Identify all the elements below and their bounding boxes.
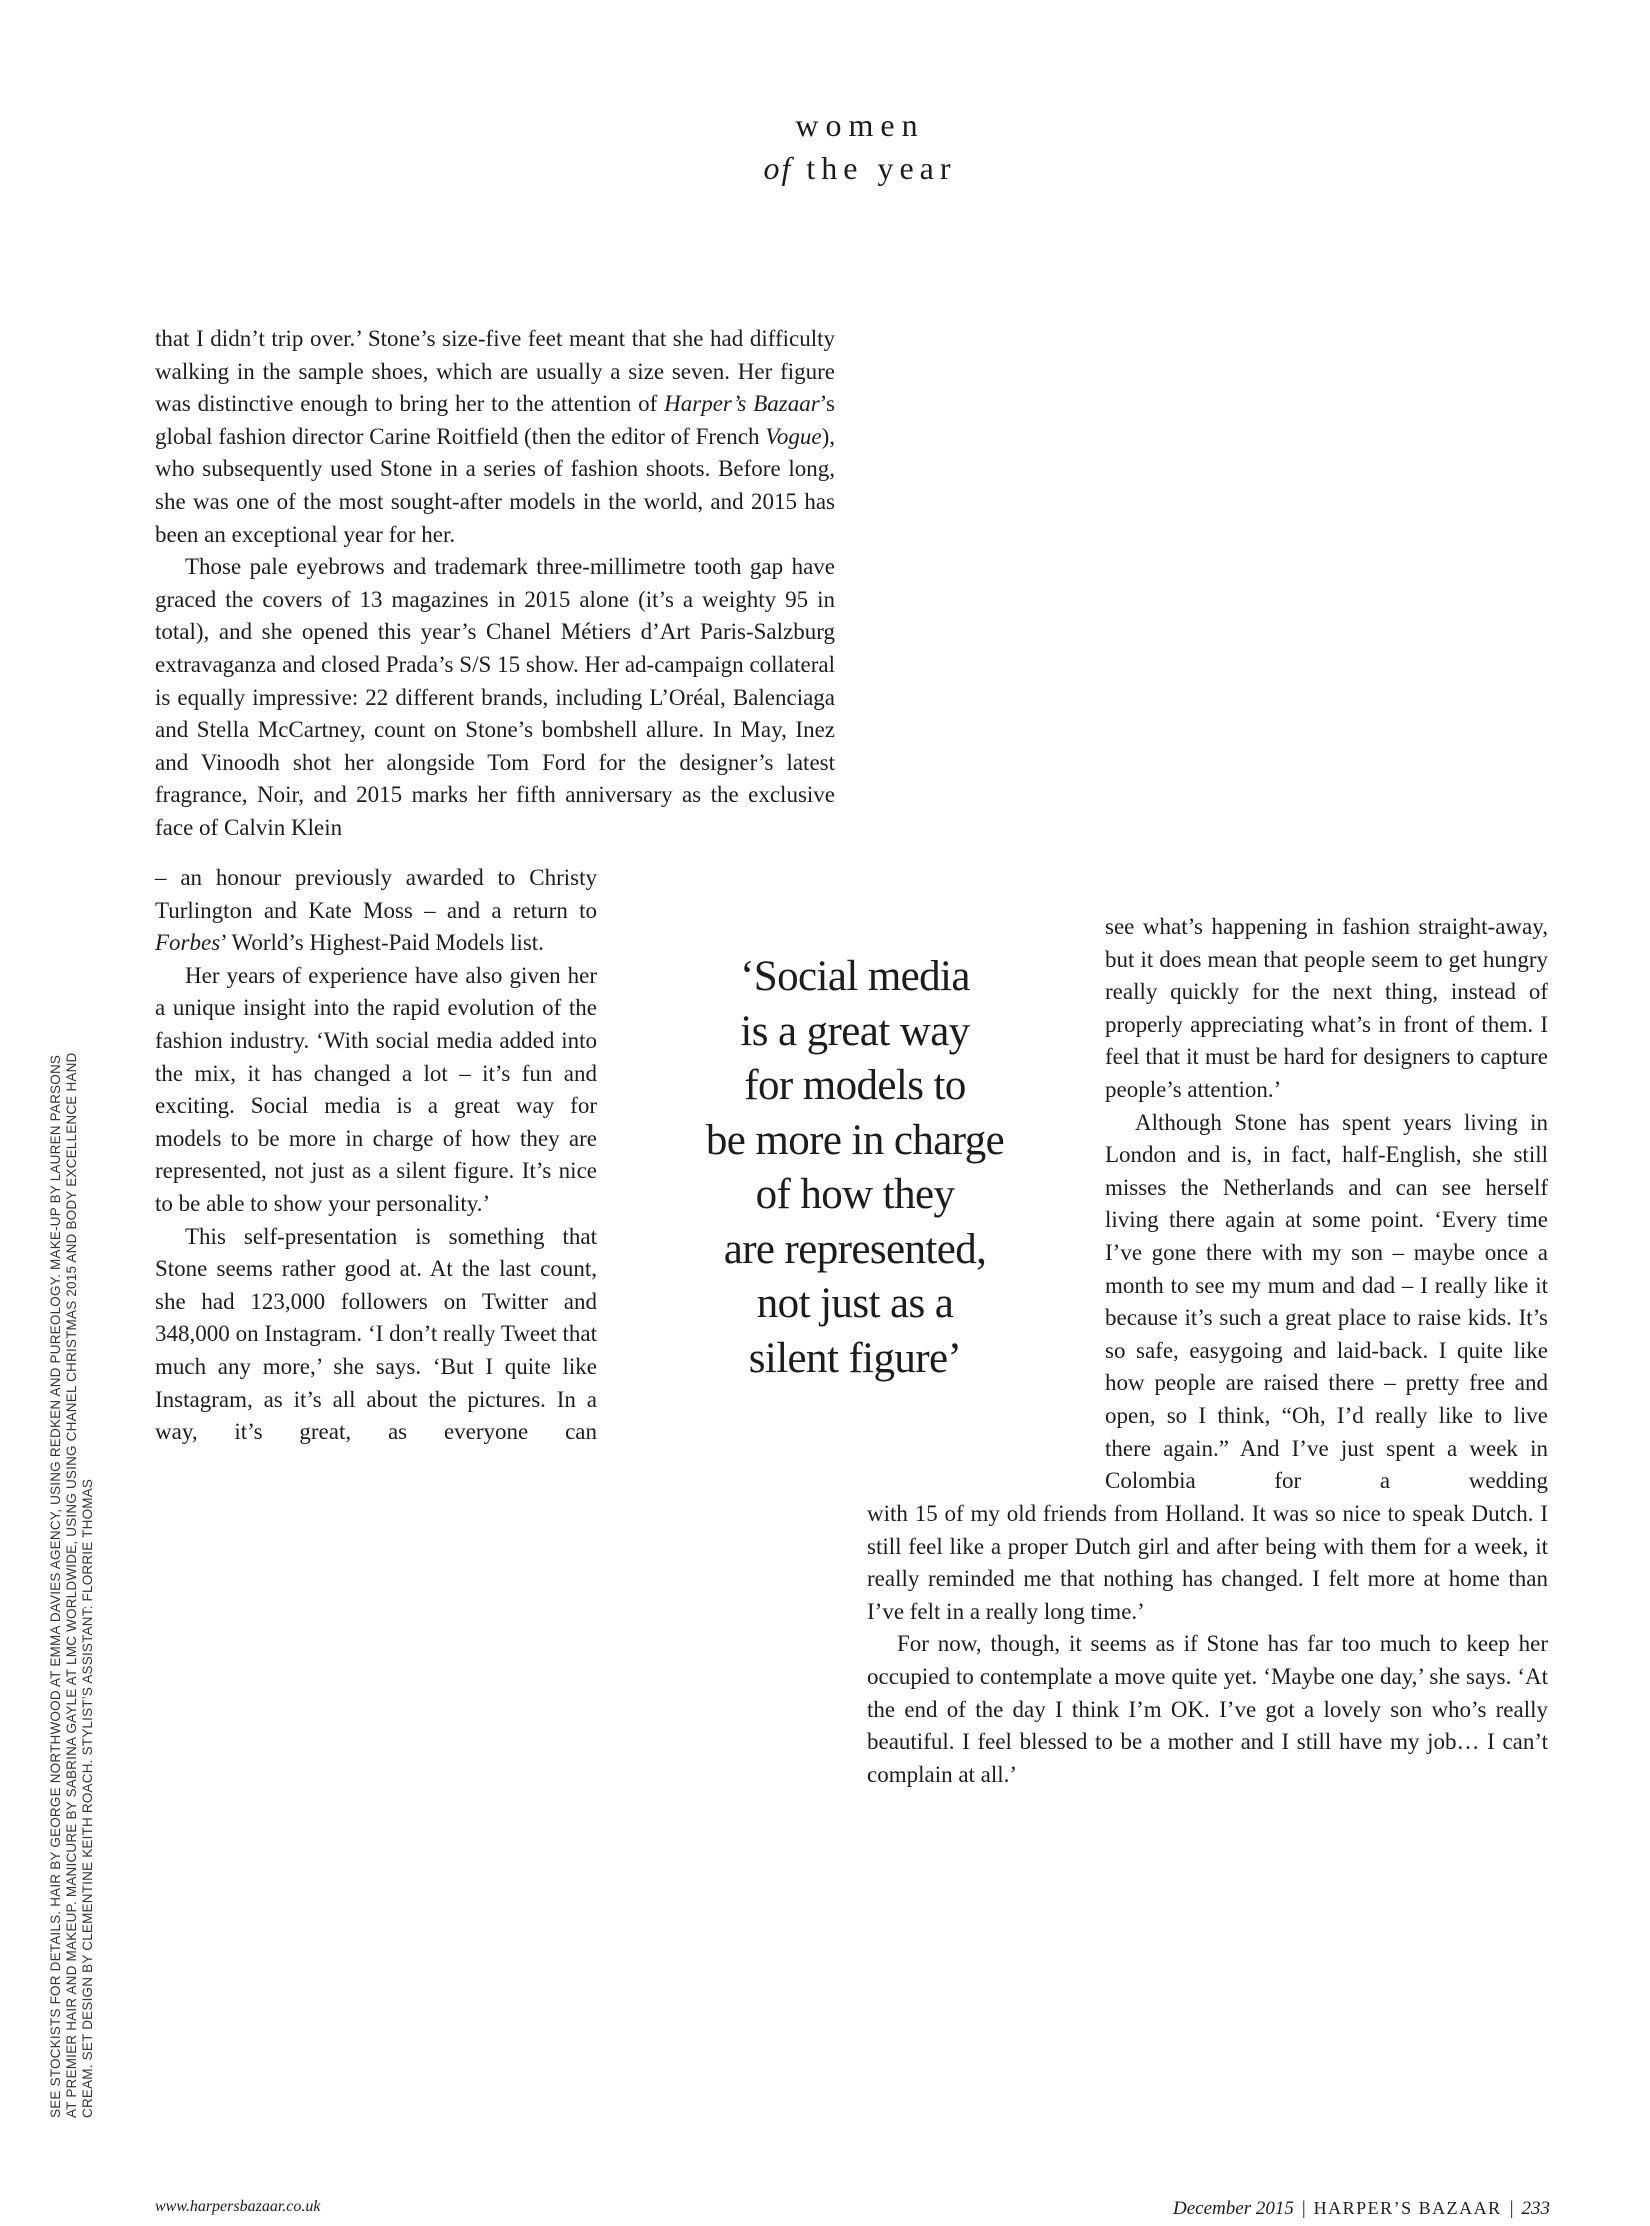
article-paragraph-2: Those pale eyebrows and trademark three-millimetre tooth gap have graced the covers of 13 magazines in 2015 alone (it’s a weighty 95 in total), and she opened this year’s Chanel Métiers d’Art Paris-Salzburg extravaganza and closed Prada’s S/S 15 show. Her ad-campaign collateral is equally impressive: 22 different brands, including L’Oréal, Balenciaga and Stella McCartney, count on Stone’s bombshell allure. In May, Inez and Vinoodh shot her alongside Tom Ford for the designer’s latest fragrance, Noir, and 2015 marks her fifth anniversary as the exclusive face of Calvin Klein xyxy=(155,554,835,840)
magazine-name: Forbes xyxy=(155,930,221,956)
pull-quote-line: be more in charge xyxy=(705,1116,1005,1164)
footer-folio xyxy=(1173,2198,1550,2220)
magazine-name: Vogue xyxy=(765,423,822,449)
pull-quote-line: ‘Social media xyxy=(740,953,970,1000)
footer-separator: | xyxy=(1509,2198,1514,2219)
section-title xyxy=(700,104,1020,190)
article-column-left-top xyxy=(155,323,835,845)
footer-separator: | xyxy=(1301,2198,1306,2219)
pull-quote-line: not just as a xyxy=(756,1280,954,1327)
photo-credits xyxy=(48,1008,96,2118)
article-paragraph-5-continued: with 15 of my old friends from Holland. It was so nice to speak Dutch. I still feel like a proper Dutch girl and after being with them for a week, it really reminded me that nothing has changed. I felt more at home than I’ve felt in a really long time.’ xyxy=(867,1501,1548,1624)
credits-line: AT PREMIER HAIR AND MAKEUP. MANICURE BY SABRINA GAYLE AT LMC WORLDWIDE, USING USING CHANEL CHRISTMAS 2015 AND BODY EXCELLENCE HAND xyxy=(64,1052,79,2118)
article-paragraph-6: For now, though, it seems as if Stone has far too much to keep her occupied to contemplate a move quite yet. ‘Maybe one day,’ she says. ‘At the end of the day I think I’m OK. I’ve got a lovely son who’s really beautiful. I feel blessed to be a mother and I still have my job… I can’t complain at all.’ xyxy=(867,1631,1548,1787)
footer-issue-date: December 2015 xyxy=(1173,2198,1294,2219)
article-column-left-bottom xyxy=(155,862,597,1449)
article-paragraph-3: Her years of experience have also given her a unique insight into the rapid evolution of the fashion industry. ‘With social media added into the mix, it has changed a lot – it’s fun and exciting. Social media is a great way for models to be more in charge of how they are represented, not just as a silent figure. It’s nice to be able to show your personality.’ xyxy=(155,962,597,1216)
magazine-name: Harper’s Bazaar xyxy=(664,391,820,417)
article-paragraph-4: This self-presentation is something that Stone seems rather good at. At the last count, she had 123,000 followers on Twitter and 348,000 on Instagram. ‘I don’t really Tweet that much any more,’ she says. ‘But I quite like Instagram, as it’s all about the pictures. In a way, it’s great, as everyone can xyxy=(155,1223,597,1445)
pull-quote-line: silent figure’ xyxy=(748,1334,962,1382)
page-number: 233 xyxy=(1521,2198,1550,2219)
section-title-of: of xyxy=(763,150,793,186)
article-column-right-top xyxy=(1105,911,1548,1498)
article-paragraph-5: Although Stone has spent years living in London and is, in fact, half-English, she still misses the Netherlands and can see herself living there again at some point. ‘Every time I’ve gone there with my son – maybe once a month to see my mum and dad – I really like it because it’s such a great place to raise kids. It’s so safe, easygoing and laid-back. I quite like how people are raised there – pretty free and open, so I think, “Oh, I’d really like to live there again.” And I’ve just spent a week in Colombia for a wedding xyxy=(1105,1109,1548,1494)
credits-line: CREAM. SET DESIGN BY CLEMENTINE KEITH ROACH. STYLIST’S ASSISTANT: FLORRIE THOMAS xyxy=(80,1478,95,2118)
article-column-right-bottom xyxy=(867,1498,1548,1791)
pull-quote-line: of how they xyxy=(755,1171,955,1218)
pull-quote-line: is a great way xyxy=(740,1007,970,1055)
article-paragraph-2-continued: – an honour previously awarded to Christy Turlington and Kate Moss – and a return to Forbes’ World’s Highest-Paid Models list. xyxy=(155,865,597,956)
credits-line: SEE STOCKISTS FOR DETAILS. HAIR BY GEORGE NORTHWOOD AT EMMA DAVIES AGENCY, USING REDKEN AND PUREOLOGY. MAKE-UP BY LAUREN PARSONS xyxy=(48,1054,63,2118)
pull-quote-line: are represented, xyxy=(723,1225,987,1273)
footer-website: www.harpersbazaar.co.uk xyxy=(155,2198,321,2215)
section-title-line1: women xyxy=(795,107,925,143)
article-paragraph-1: that I didn’t trip over.’ Stone’s size-five feet meant that she had difficulty walking in the sample shoes, which are usually a size seven. Her figure was distinctive enough to bring her to the attention of Harper’s Bazaar’s global fashion director Carine Roitfield (then the editor of French Vogue), who subsequently used Stone in a series of fashion shoots. Before long, she was one of the most sought-after models in the world, and 2015 has been an exceptional year for her. xyxy=(155,326,835,547)
section-title-rest: the year xyxy=(792,150,957,186)
article-paragraph-4-continued: see what’s happening in fashion straight-away, but it does mean that people seem to get hungry really quickly for the next thing, instead of properly appreciating what’s in front of them. I feel that it must be hard for designers to capture people’s attention.’ xyxy=(1105,914,1548,1102)
pull-quote xyxy=(625,950,1085,1386)
footer-magazine-name: HARPER’S BAZAAR xyxy=(1313,2198,1502,2218)
section-title-line2 xyxy=(700,146,1020,190)
pull-quote-line: for models to xyxy=(744,1062,966,1109)
